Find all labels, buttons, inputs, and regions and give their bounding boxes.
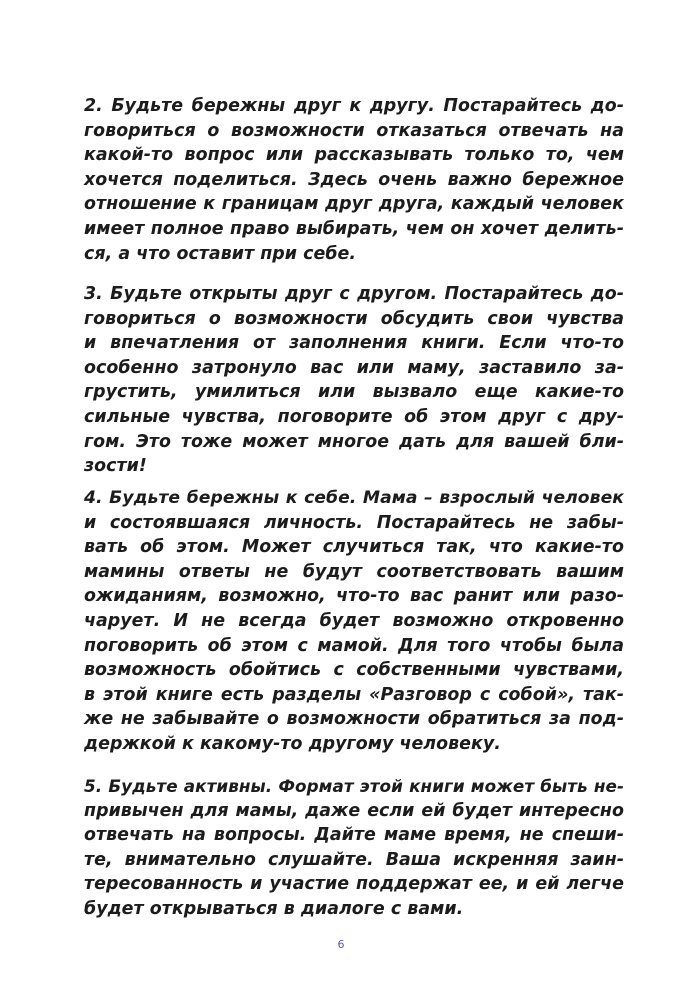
text-line: поговорить об этом с мамой. Для того чтобы была [84,635,624,656]
text-line: те, внимательно слушайте. Ваша искренняя заин- [84,849,624,870]
text-line: особенно затронуло вас или маму, заставило за- [84,357,624,378]
list-item-3 [84,282,624,479]
text-line: имеет полное право выбирать, чем он хочет делить- [84,218,624,239]
text-line: вать об этом. Может случиться так, что какие-то [84,537,624,558]
text-line: 4. Будьте бережны к себе. Мама – взрослый человек [84,488,624,508]
list-item-2 [84,94,624,266]
text-line: в этой книге есть разделы «Разговор с собой», так- [84,684,624,705]
text-line: говориться о возможности обсудить свои чувства [84,308,624,329]
text-line: какой-то вопрос или рассказывать только то, чем [84,145,624,166]
text-line: грустить, умилиться или вызвало еще какие-то [84,382,624,403]
text-line: чарует. И не всегда будет возможно откровенно [84,610,624,631]
list-item-4 [84,486,624,757]
text-line: мамины ответы не будут соответствовать вашим [84,561,624,582]
text-line: будет открываться в диалоге с вами. [84,898,464,919]
list-item-5 [84,774,624,922]
text-line: возможность обойтись с собственными чувствами, [84,660,624,681]
text-line: и состоявшаяся личность. Постарайтесь не забы- [84,512,624,533]
text-line: тересованность и участие поддержат ее, и ей легче [84,874,624,895]
text-line: говориться о возможности отказаться отвечать на [84,120,624,141]
text-line: 3. Будьте открыты друг с другом. Постарайтесь до- [84,284,624,304]
text-line: зости! [84,456,147,477]
text-line: и впечатления от заполнения книги. Если что-то [84,333,624,354]
text-line: 5. Будьте активны. Формат этой книги может быть не- [84,776,624,796]
page-number: 6 [337,938,345,951]
text-line: сильные чувства, поговорите об этом друг с дру- [84,406,624,427]
text-line: отношение к границам друг друга, каждый человек [84,194,624,215]
text-line: гом. Это тоже может многое дать для вашей бли- [84,431,624,452]
text-line: отвечать на вопросы. Дайте маме время, не спеши- [84,825,624,846]
text-line: хочется поделиться. Здесь очень важно бережное [84,169,624,190]
text-line: 2. Будьте бережны друг к другу. Постарайтесь до- [84,96,624,116]
text-line: привычен для мамы, даже если ей будет интересно [84,800,624,821]
text-line: ся, а что оставит при себе. [84,243,357,264]
text-line: же не забывайте о возможности обратиться за под- [84,709,624,730]
text-line: держкой к какому-то другому человеку. [84,733,501,754]
text-line: ожиданиям, возможно, что-то вас ранит или разо- [84,586,624,607]
